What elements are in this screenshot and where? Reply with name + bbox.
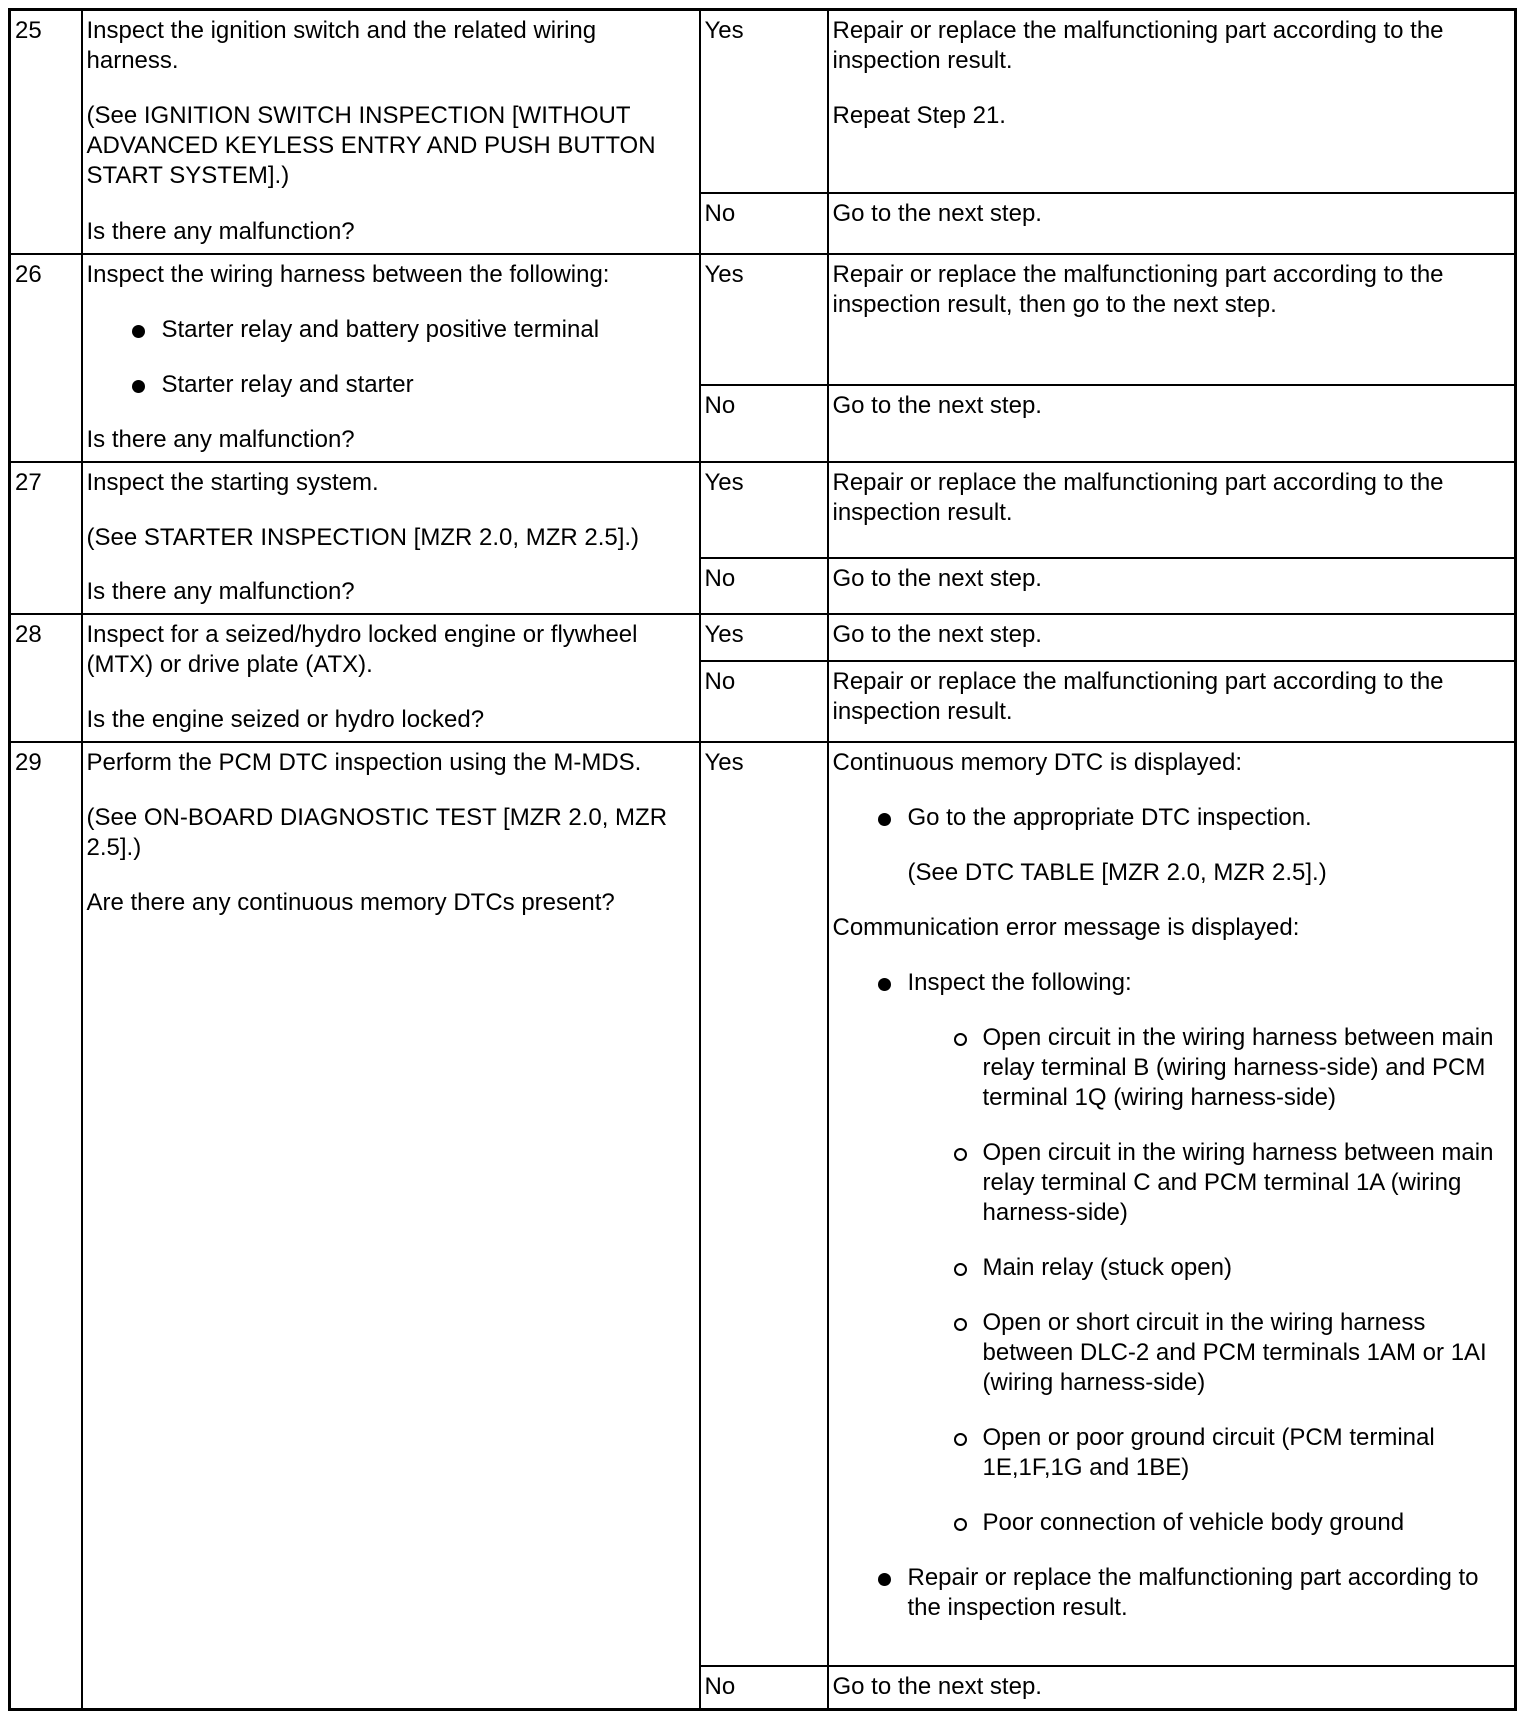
action-text: Inspect for a seized/hydro locked engine or flywheel (MTX) or drive plate (ATX). <box>86 620 638 678</box>
step-number: 25 <box>10 10 82 254</box>
yes-result-text: Repair or replace the malfunctioning part according to the inspection result. <box>832 17 1444 74</box>
no-label: No <box>700 661 828 742</box>
bullet-item: Starter relay and starter <box>87 370 695 400</box>
action-cell <box>82 10 700 254</box>
sub-bullet-item: Open or short circuit in the wiring harness between DLC-2 and PCM terminals 1AM or 1AI (wiring harness-side) <box>833 1308 1511 1398</box>
continuous-heading: Continuous memory DTC is displayed: <box>832 748 1242 776</box>
yes-result-cell <box>828 10 1516 193</box>
action-reference: (See IGNITION SWITCH INSPECTION [WITHOUT ADVANCED KEYLESS ENTRY AND PUSH BUTTON START SYSTEM].) <box>86 102 656 189</box>
no-result: Go to the next step. <box>828 558 1516 614</box>
bullet-item: Repair or replace the malfunctioning part according to the inspection result. <box>833 1563 1511 1623</box>
step-number: 27 <box>10 462 82 614</box>
action-question: Is there any malfunction? <box>86 425 355 453</box>
yes-label: Yes <box>700 742 828 1666</box>
sub-bullet-item: Open or poor ground circuit (PCM terminal 1E,1F,1G and 1BE) <box>833 1423 1511 1483</box>
sub-bullet-item: Poor connection of vehicle body ground <box>833 1508 1511 1538</box>
step-number: 28 <box>10 614 82 742</box>
no-result: Go to the next step. <box>828 385 1516 462</box>
yes-label: Yes <box>700 254 828 385</box>
no-result: Repair or replace the malfunctioning part according to the inspection result. <box>828 661 1516 742</box>
action-cell <box>82 254 700 462</box>
action-reference: (See STARTER INSPECTION [MZR 2.0, MZR 2.5].) <box>86 523 640 551</box>
table-row <box>10 742 1516 1666</box>
diagnostic-procedure-table <box>8 8 1517 1711</box>
action-cell <box>82 614 700 742</box>
action-question: Is there any malfunction? <box>86 217 355 245</box>
yes-result-text: Repeat Step 21. <box>832 102 1006 129</box>
table-row <box>10 254 1516 385</box>
sub-bullet-item: Open circuit in the wiring harness between main relay terminal B (wiring harness-side) and PCM terminal 1Q (wiring harness-side) <box>833 1023 1511 1113</box>
yes-result: Repair or replace the malfunctioning part according to the inspection result, then go to the next step. <box>828 254 1516 385</box>
action-text: Inspect the ignition switch and the related wiring harness. <box>86 17 597 74</box>
no-label: No <box>700 558 828 614</box>
action-text: Perform the PCM DTC inspection using the M-MDS. <box>86 748 642 776</box>
yes-result-cell <box>828 742 1516 1666</box>
yes-label: Yes <box>700 614 828 661</box>
comm-error-heading: Communication error message is displayed: <box>832 913 1300 941</box>
no-label: No <box>700 1666 828 1710</box>
sub-bullet-item: Open circuit in the wiring harness between main relay terminal C and PCM terminal 1A (wiring harness-side) <box>833 1138 1511 1228</box>
yes-label: Yes <box>700 462 828 558</box>
yes-label: Yes <box>700 10 828 193</box>
bullet-item: Inspect the following: <box>833 968 1511 998</box>
action-question: Is the engine seized or hydro locked? <box>86 705 485 733</box>
table-row <box>10 614 1516 661</box>
no-label: No <box>700 193 828 254</box>
sub-bullet-item: Main relay (stuck open) <box>833 1253 1511 1283</box>
yes-result: Go to the next step. <box>828 614 1516 661</box>
step-number: 26 <box>10 254 82 462</box>
dtc-table-reference: (See DTC TABLE [MZR 2.0, MZR 2.5].) <box>907 858 1327 886</box>
no-result: Go to the next step. <box>828 1666 1516 1710</box>
step-number: 29 <box>10 742 82 1710</box>
table-row <box>10 462 1516 558</box>
action-cell <box>82 742 700 1710</box>
action-question: Are there any continuous memory DTCs present? <box>86 888 615 916</box>
action-text: Inspect the starting system. <box>86 468 379 496</box>
action-reference: (See ON-BOARD DIAGNOSTIC TEST [MZR 2.0, MZR 2.5].) <box>86 803 668 861</box>
action-text: Inspect the wiring harness between the following: <box>86 260 610 288</box>
no-label: No <box>700 385 828 462</box>
no-result: Go to the next step. <box>828 193 1516 254</box>
table-row <box>10 10 1516 193</box>
yes-result: Repair or replace the malfunctioning part according to the inspection result. <box>828 462 1516 558</box>
bullet-item: Go to the appropriate DTC inspection. <box>833 803 1511 833</box>
action-cell <box>82 462 700 614</box>
action-question: Is there any malfunction? <box>86 577 355 605</box>
bullet-item: Starter relay and battery positive terminal <box>87 315 695 345</box>
